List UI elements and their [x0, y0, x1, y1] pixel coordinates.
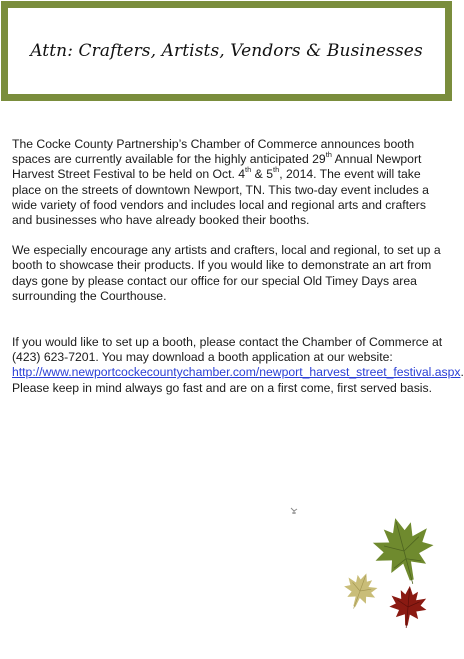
contact-paragraph — [12, 335, 464, 396]
website-link[interactable]: http://www.newportcockecountychamber.com/newport_harvest_street_festival.aspx — [12, 365, 461, 380]
green-leaf — [366, 510, 442, 591]
paragraph-text: Annual Newport Harvest Street Festival to be held on Oct. 4 — [12, 152, 422, 182]
paragraph-text: . Please keep in mind always go fast and are on a first come, first served basis. — [12, 365, 464, 395]
ordinal-suffix: th — [272, 165, 280, 175]
tan-leaf — [338, 568, 382, 614]
paragraph-text: If you would like to set up a booth, please contact the Chamber of Commerce at (423) 623-7201. You may download a booth application at our website: — [12, 335, 443, 365]
page-title: Attn: Crafters, Artists, Vendors & Businesses — [30, 41, 423, 61]
paragraph-text: & 5 — [251, 167, 273, 182]
ordinal-suffix: th — [245, 165, 252, 175]
ordinal-suffix: th — [325, 150, 332, 160]
paragraph-spacer — [12, 304, 444, 335]
paragraph-text: , 2014. The event will take place on the streets of downtown Newport, TN. This two-day event includes a wide variety of food vendors and includes local and regional arts and crafters and businesses who have already booked their booths. — [12, 167, 429, 228]
document-body — [12, 137, 464, 396]
small-anchor-icon — [289, 506, 299, 516]
paragraph-spacer — [12, 228, 444, 243]
paragraph-text: The Cocke County Partnership’s Chamber of Commerce announces booth spaces are currently available for the highly anticipated 29 — [12, 137, 415, 167]
encouragement-paragraph: We especially encourage any artists and crafters, local and regional, to set up a booth to showcase their products. If you would like to demonstrate an art from days gone by please contact our office for our special Old Timey Days area surrounding the Courthouse. — [12, 243, 441, 303]
announcement-paragraph — [12, 137, 444, 228]
red-leaf — [388, 584, 429, 629]
maple-leaves-icon — [338, 515, 438, 630]
header-banner — [1, 1, 452, 101]
